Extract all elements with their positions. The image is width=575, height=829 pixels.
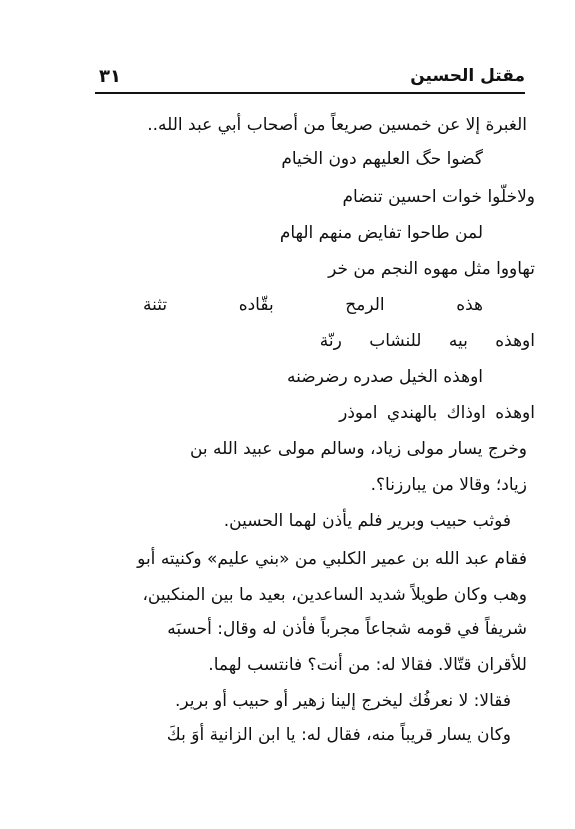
verse-line: تهاووا مثل مهوه النجم من خر <box>328 259 535 279</box>
verse-word: بقّاده <box>238 295 274 315</box>
text-line: فوثب حبيب وبرير فلم يأذن لهما الحسين. <box>223 511 511 531</box>
verse-line: اوهذه الخيل صدره رضرضنه <box>287 367 483 387</box>
text-line: وكان يسار قريباً منه، فقال له: يا ابن الزانية أوَ بكَ <box>166 725 511 745</box>
page-header <box>95 62 525 94</box>
verse-line-spaced <box>143 292 483 318</box>
verse-line: اوهذه اوذاك بالهندي اموذر <box>339 403 535 423</box>
verse-line: ولاخلّوا خوات احسين تنضام <box>342 187 535 207</box>
text-line: شريفاً في قومه شجاعاً مجرباً فأذن له وقال: أحسبَه <box>167 619 527 639</box>
text-line: زياد؛ وقالا من يبارزنا؟. <box>370 475 527 495</box>
text-line: الغبرة إلا عن خمسين صريعاً من أصحاب أبي عبد الله.. <box>147 115 527 135</box>
text-line: فقالا: لا نعرفُك ليخرج إلينا زهير أو حبيب أو برير. <box>174 691 511 711</box>
verse-word: الرمح <box>345 295 385 315</box>
text-line: وهب وكان طويلاً شديد الساعدين، بعيد ما بين المنكبين، <box>142 585 527 605</box>
text-line: فقام عبد الله بن عمير الكلبي من «بني عليم» وكنيته أبو <box>137 549 527 569</box>
running-title: مقتل الحسين <box>410 66 525 86</box>
verse-line: اوهذه بيه للنشاب رنّة <box>319 331 535 351</box>
verse-word: تثنة <box>143 295 168 315</box>
verse-line: گضوا حگ العليهم دون الخيام <box>281 149 483 169</box>
text-line: وخرج يسار مولى زياد، وسالم مولى عبيد الله بن <box>189 439 527 459</box>
verse-word: هذه <box>456 295 483 315</box>
verse-line: لمن طاحوا تفايض منهم الهام <box>279 223 483 243</box>
text-line: للأقران قتّالا. فقالا له: من أنت؟ فانتسب لهما. <box>208 655 527 675</box>
page-number: ٣١ <box>99 66 121 87</box>
